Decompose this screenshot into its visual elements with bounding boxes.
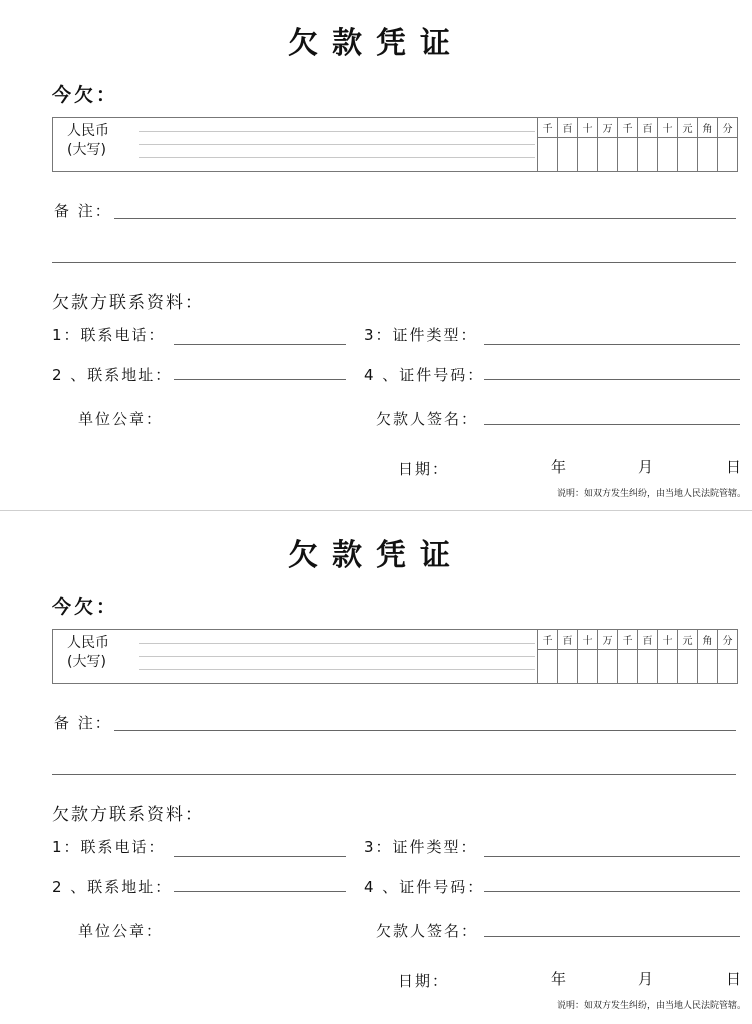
date-month-label: 月 <box>638 970 656 988</box>
phone-label: 1：联系电话： <box>52 838 166 856</box>
remark-line[interactable] <box>114 730 736 731</box>
daxie-label: (大写) <box>67 654 106 670</box>
debtor-section-title: 欠款方联系资料： <box>52 805 204 825</box>
date-label: 日期： <box>398 972 450 990</box>
digit-grid <box>537 630 737 683</box>
digit-unit-label: 万 <box>602 636 613 647</box>
owe-label: 今欠： <box>52 84 119 106</box>
digit-unit-label: 十 <box>582 636 593 647</box>
voucher-form-2 <box>0 512 752 1024</box>
digit-unit-label: 角 <box>702 636 713 647</box>
date-month-label: 月 <box>638 458 656 476</box>
digit-column[interactable] <box>677 630 697 683</box>
digit-column[interactable] <box>637 118 657 171</box>
digit-column[interactable] <box>617 118 637 171</box>
amount-words-line[interactable] <box>139 669 535 670</box>
id-type-field[interactable] <box>484 856 740 857</box>
owe-label: 今欠： <box>52 596 119 618</box>
digit-unit-label: 千 <box>542 636 553 647</box>
remark-label: 备 注： <box>54 714 112 732</box>
remark-line-2[interactable] <box>52 262 736 263</box>
digit-unit-label: 元 <box>682 636 693 647</box>
remark-line[interactable] <box>114 218 736 219</box>
digit-unit-label: 百 <box>642 636 653 647</box>
digit-unit-label: 十 <box>582 124 593 135</box>
seal-label: 单位公章： <box>78 922 164 940</box>
digit-column[interactable] <box>597 630 617 683</box>
digit-grid <box>537 118 737 171</box>
voucher-title: 欠款凭证 <box>288 26 464 61</box>
digit-unit-label: 十 <box>662 636 673 647</box>
id-number-field[interactable] <box>484 379 740 380</box>
id-type-label: 3：证件类型： <box>364 838 478 856</box>
date-year-label: 年 <box>551 970 569 988</box>
id-type-field[interactable] <box>484 344 740 345</box>
digit-unit-label: 千 <box>622 636 633 647</box>
amount-box <box>52 117 738 172</box>
date-day-label: 日 <box>726 458 744 476</box>
digit-unit-label: 元 <box>682 124 693 135</box>
dispute-note: 说明：如双方发生纠纷，由当地人民法院管辖。 <box>556 1001 746 1011</box>
amount-words-line[interactable] <box>139 131 535 132</box>
id-number-label: 4 、证件号码： <box>364 366 485 384</box>
digit-column[interactable] <box>617 630 637 683</box>
debtor-section-title: 欠款方联系资料： <box>52 293 204 313</box>
digit-unit-label: 分 <box>722 636 733 647</box>
phone-field[interactable] <box>174 344 346 345</box>
id-number-field[interactable] <box>484 891 740 892</box>
digit-column[interactable] <box>697 630 717 683</box>
address-label: 2 、联系地址： <box>52 366 173 384</box>
daxie-label: (大写) <box>67 142 106 158</box>
remark-label: 备 注： <box>54 202 112 220</box>
signature-label: 欠款人签名： <box>376 410 479 428</box>
digit-unit-label: 百 <box>562 124 573 135</box>
phone-field[interactable] <box>174 856 346 857</box>
amount-box <box>52 629 738 684</box>
digit-unit-label: 千 <box>542 124 553 135</box>
digit-column[interactable] <box>557 118 577 171</box>
digit-column[interactable] <box>577 118 597 171</box>
digit-column[interactable] <box>537 630 557 683</box>
digit-column[interactable] <box>657 630 677 683</box>
date-label: 日期： <box>398 460 450 478</box>
digit-column[interactable] <box>657 118 677 171</box>
digit-unit-label: 万 <box>602 124 613 135</box>
signature-field[interactable] <box>484 424 740 425</box>
digit-unit-label: 分 <box>722 124 733 135</box>
digit-column[interactable] <box>597 118 617 171</box>
phone-label: 1：联系电话： <box>52 326 166 344</box>
digit-column[interactable] <box>717 118 737 171</box>
digit-column[interactable] <box>557 630 577 683</box>
id-type-label: 3：证件类型： <box>364 326 478 344</box>
address-field[interactable] <box>174 379 346 380</box>
digit-column[interactable] <box>577 630 597 683</box>
address-label: 2 、联系地址： <box>52 878 173 896</box>
signature-field[interactable] <box>484 936 740 937</box>
rmb-label: 人民币 <box>67 635 109 651</box>
digit-unit-label: 百 <box>562 636 573 647</box>
dispute-note: 说明：如双方发生纠纷，由当地人民法院管辖。 <box>556 489 746 499</box>
digit-unit-label: 百 <box>642 124 653 135</box>
date-year-label: 年 <box>551 458 569 476</box>
remark-line-2[interactable] <box>52 774 736 775</box>
amount-words-line[interactable] <box>139 643 535 644</box>
voucher-title: 欠款凭证 <box>288 538 464 573</box>
digit-unit-label: 角 <box>702 124 713 135</box>
digit-column[interactable] <box>637 630 657 683</box>
amount-words-line[interactable] <box>139 656 535 657</box>
digit-unit-label: 十 <box>662 124 673 135</box>
address-field[interactable] <box>174 891 346 892</box>
digit-column[interactable] <box>697 118 717 171</box>
id-number-label: 4 、证件号码： <box>364 878 485 896</box>
digit-column[interactable] <box>537 118 557 171</box>
signature-label: 欠款人签名： <box>376 922 479 940</box>
date-day-label: 日 <box>726 970 744 988</box>
form-separator <box>0 510 752 511</box>
seal-label: 单位公章： <box>78 410 164 428</box>
amount-words-line[interactable] <box>139 157 535 158</box>
digit-unit-label: 千 <box>622 124 633 135</box>
rmb-label: 人民币 <box>67 123 109 139</box>
digit-column[interactable] <box>717 630 737 683</box>
digit-column[interactable] <box>677 118 697 171</box>
amount-words-line[interactable] <box>139 144 535 145</box>
